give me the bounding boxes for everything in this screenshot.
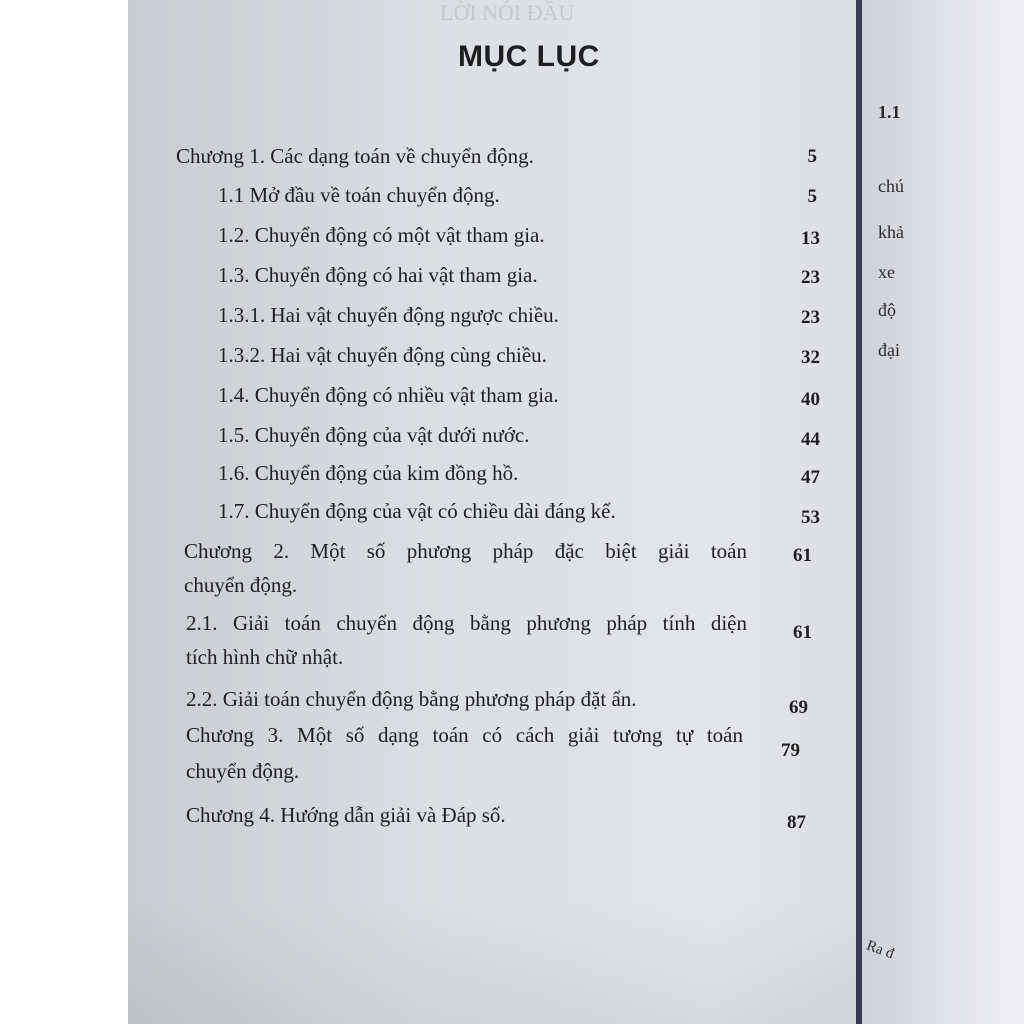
- next-page-fragment: chú: [878, 176, 904, 196]
- toc-page-number: 32: [801, 347, 820, 368]
- next-page-fragment: xe: [878, 262, 895, 282]
- toc-entry-text: 1.3.2. Hai vật chuyển động cùng chiều.: [218, 343, 547, 367]
- toc-page-number: 87: [787, 812, 806, 833]
- next-page-fragment: đại: [878, 340, 900, 360]
- toc-entry-text-continued: chuyển động.: [186, 759, 300, 783]
- show-through-heading: LỜI NÓI ĐẦU: [440, 0, 575, 25]
- next-page-fragment: khả: [878, 222, 904, 242]
- next-page-fragment: Ra đ: [864, 937, 896, 963]
- next-page-fragment: 1.1: [878, 102, 901, 122]
- toc-entry-text: 2.1. Giải toán chuyển động bằng phương pháp tính diện: [186, 611, 747, 635]
- toc-page-number: 44: [801, 429, 820, 450]
- toc-entry-text: 1.5. Chuyển động của vật dưới nước.: [218, 423, 530, 447]
- toc-page-number: 40: [801, 389, 820, 410]
- toc-page-number: 23: [801, 307, 820, 328]
- toc-entry-text-continued: tích hình chữ nhật.: [186, 645, 344, 669]
- toc-page-number: 69: [789, 697, 808, 718]
- toc-entry-text: Chương 4. Hướng dẫn giải và Đáp số.: [186, 803, 506, 827]
- toc-entry-text: Chương 2. Một số phương pháp đặc biệt giải toán: [184, 539, 747, 563]
- page-title: MỤC LỤC: [458, 40, 600, 73]
- toc-entry-text: 1.3.1. Hai vật chuyển động ngược chiều.: [218, 303, 559, 327]
- toc-entry-text: 1.1 Mở đầu về toán chuyển động.: [218, 183, 500, 207]
- page-shadow: [128, 900, 858, 1024]
- next-page-fragment: độ: [878, 300, 896, 320]
- toc-page-number: 23: [801, 267, 820, 288]
- toc-page-number: 5: [807, 146, 817, 167]
- toc-entry-text: 1.6. Chuyển động của kim đồng hồ.: [218, 461, 519, 485]
- toc-page-number: 61: [793, 622, 812, 643]
- toc-entry-text: 1.7. Chuyển động của vật có chiều dài đáng kể.: [218, 499, 616, 523]
- toc-entry-text: 1.4. Chuyển động có nhiều vật tham gia.: [218, 383, 559, 407]
- next-page: [862, 0, 1024, 1024]
- toc-page-number: 79: [781, 740, 800, 761]
- toc-page-number: 5: [807, 186, 817, 207]
- toc-page-number: 13: [801, 228, 820, 249]
- toc-page-number: 61: [793, 545, 812, 566]
- toc-page-number: 53: [801, 507, 820, 528]
- toc-entry-text-continued: chuyển động.: [184, 573, 298, 597]
- toc-entry-text: 2.2. Giải toán chuyển động bằng phương pháp đặt ẩn.: [186, 687, 637, 711]
- toc-entry-text: Chương 1. Các dạng toán về chuyển động.: [176, 144, 534, 168]
- toc-entry-text: Chương 3. Một số dạng toán có cách giải tương tự toán: [186, 723, 743, 747]
- toc-entry-text: 1.3. Chuyển động có hai vật tham gia.: [218, 263, 538, 287]
- toc-entry-text: 1.2. Chuyển động có một vật tham gia.: [218, 223, 545, 247]
- toc-page-number: 47: [801, 467, 820, 488]
